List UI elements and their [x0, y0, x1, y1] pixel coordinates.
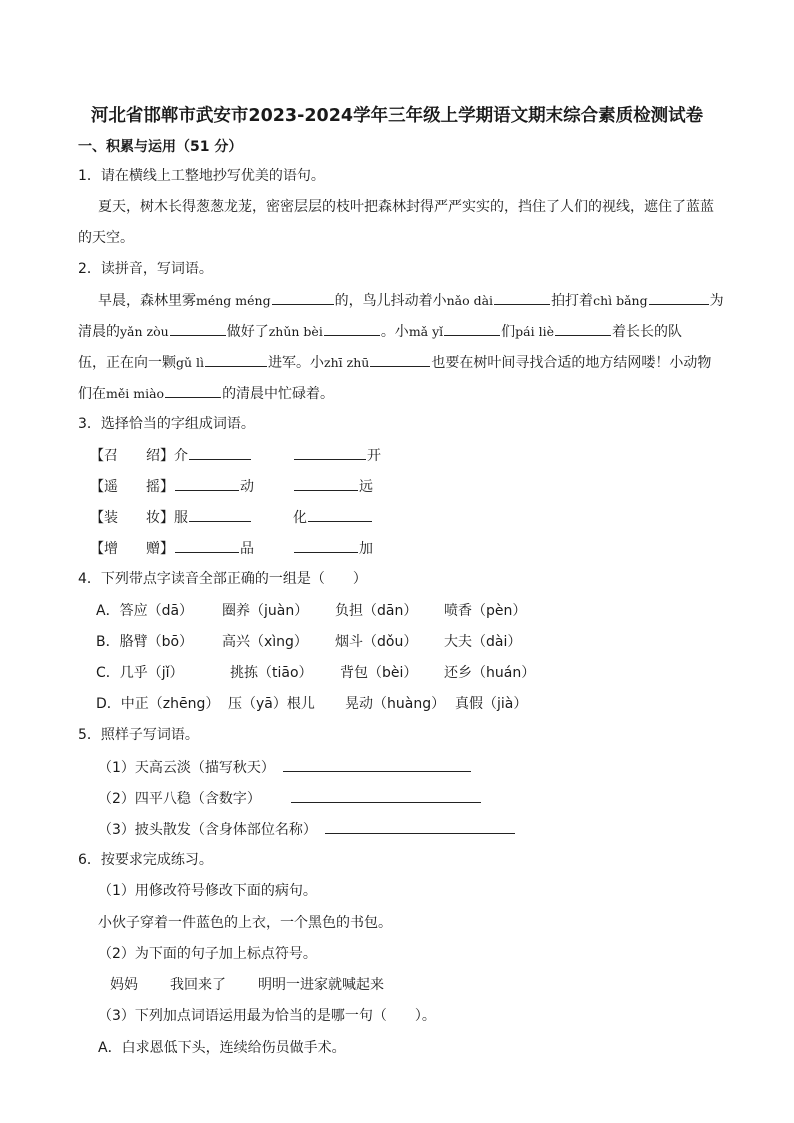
option-d-1: D．中正（zhēng） [96, 696, 220, 712]
answer-blank[interactable] [170, 321, 226, 336]
option-d-3: 晃动（huàng） [345, 696, 446, 712]
answer-blank[interactable] [205, 352, 267, 367]
question-1-stem: 1．请在横线上工整地抄写优美的语句。 [78, 168, 325, 184]
word-row-second: 化 [293, 507, 373, 528]
answer-blank[interactable] [165, 383, 221, 398]
question-4-stem: 4．下列带点字读音全部正确的一组是（ ） [78, 571, 367, 587]
answer-blank[interactable] [649, 290, 709, 305]
pinyin: pái liè [515, 324, 554, 339]
pinyin: gǔ lì [176, 355, 205, 370]
word-row-second: 开 [293, 445, 381, 466]
question-5-item-2: （2）四平八稳（含数字） [98, 788, 482, 809]
option-a-4: 喷香（pèn） [444, 603, 527, 619]
question-5-item-3: （3）披头散发（含身体部位名称） [98, 819, 516, 840]
option-d-4: 真假（jià） [455, 696, 528, 712]
faulty-sentence: 小伙子穿着一件蓝色的上衣，一个黑色的书包。 [98, 915, 392, 931]
answer-blank[interactable] [291, 788, 481, 803]
question-5-item-1: （1）天高云淡（描写秋天） [98, 757, 472, 778]
pinyin: měi miào [106, 386, 165, 401]
answer-blank[interactable] [324, 321, 380, 336]
answer-blank[interactable] [189, 507, 251, 522]
word-row: 【增 赠】 品 [90, 538, 254, 559]
punctuation-word-3: 明明一进家就喊起来 [258, 977, 384, 993]
answer-blank[interactable] [283, 757, 471, 772]
option-c-3: 背包（bèi） [340, 665, 418, 681]
question-2-line-3: 伍，正在向一颗gǔ lì 进军。小zhī zhū 也要在树叶间寻找合适的地方结网喽！小动物 [78, 352, 711, 373]
question-2-stem: 2．读拼音，写词语。 [78, 261, 213, 277]
section-heading: 一、积累与运用（51 分） [78, 139, 243, 155]
word-row: 【召 绍】介 [90, 445, 252, 466]
pinyin: nǎo dài [446, 293, 494, 308]
pinyin: mǎ yǐ [408, 324, 444, 339]
option-c-1: C．几乎（jǐ） [96, 665, 184, 681]
answer-blank[interactable] [272, 290, 334, 305]
question-1-text-line-2: 的天空。 [78, 230, 134, 246]
pinyin: zhǔn bèi [268, 324, 323, 339]
question-2-line-4: 们在měi miào 的清晨中忙碌着。 [78, 383, 334, 404]
question-5-stem: 5．照样子写词语。 [78, 727, 199, 743]
answer-blank[interactable] [308, 507, 372, 522]
answer-blank[interactable] [175, 476, 239, 491]
answer-blank[interactable] [294, 476, 358, 491]
question-6-stem: 6．按要求完成练习。 [78, 852, 213, 868]
answer-blank[interactable] [370, 352, 430, 367]
word-row-second: 远 [293, 476, 373, 497]
question-1-text-line-1: 夏天，树木长得葱葱龙茏，密密层层的枝叶把森林封得严严实实的，挡住了人们的视线，遮住了蓝蓝 [98, 199, 714, 215]
answer-blank[interactable] [175, 538, 239, 553]
punctuation-word-2: 我回来了 [170, 977, 226, 993]
answer-blank[interactable] [325, 819, 515, 834]
answer-blank[interactable] [189, 445, 251, 460]
option-a-2: 圈养（juàn） [222, 603, 309, 619]
question-2-line-1: 早晨，森林里雾méng méng 的，鸟儿抖动着小nǎo dài 拍打着chì bǎng 为 [98, 290, 724, 311]
word-row: 【装 妆】服 [90, 507, 252, 528]
option-b-1: B．胳臂（bō） [96, 634, 194, 650]
option-c-2: 挑拣（tiāo） [230, 665, 313, 681]
question-6-part-3: （3）下列加点词语运用最为恰当的是哪一句（ ）。 [98, 1008, 436, 1024]
option-d-2: 压（yā）根儿 [228, 696, 315, 712]
option-b-3: 烟斗（dǒu） [335, 634, 418, 650]
question-6-part-2: （2）为下面的句子加上标点符号。 [98, 946, 317, 962]
question-2-line-2: 清晨的yǎn zòu 做好了zhǔn bèi 。小mǎ yǐ 们pái liè 着长长的队 [78, 321, 682, 342]
question-3-stem: 3．选择恰当的字组成词语。 [78, 416, 255, 432]
option-b-2: 高兴（xìng） [222, 634, 308, 650]
question-6-part-1: （1）用修改符号修改下面的病句。 [98, 883, 317, 899]
option-c-4: 还乡（huán） [444, 665, 536, 681]
option-a-1: A．答应（dā） [96, 603, 194, 619]
punctuation-word-1: 妈妈 [110, 977, 138, 993]
option-b-4: 大夫（dài） [444, 634, 522, 650]
pinyin: méng méng [196, 293, 271, 308]
pinyin: yǎn zòu [120, 324, 169, 339]
pinyin: chì bǎng [593, 293, 648, 308]
pinyin: zhī zhū [324, 355, 370, 370]
option-a-3: 负担（dān） [335, 603, 418, 619]
answer-blank[interactable] [294, 445, 366, 460]
answer-blank[interactable] [294, 538, 358, 553]
word-row-second: 加 [293, 538, 373, 559]
answer-blank[interactable] [555, 321, 611, 336]
answer-blank[interactable] [444, 321, 500, 336]
exam-title: 河北省邯郸市武安市2023-2024学年三年级上学期语文期末综合素质检测试卷 [90, 106, 704, 126]
answer-blank[interactable] [494, 290, 550, 305]
choice-a: A．白求恩低下头，连续给伤员做手术。 [98, 1040, 346, 1056]
word-row: 【遥 摇】 动 [90, 476, 254, 497]
